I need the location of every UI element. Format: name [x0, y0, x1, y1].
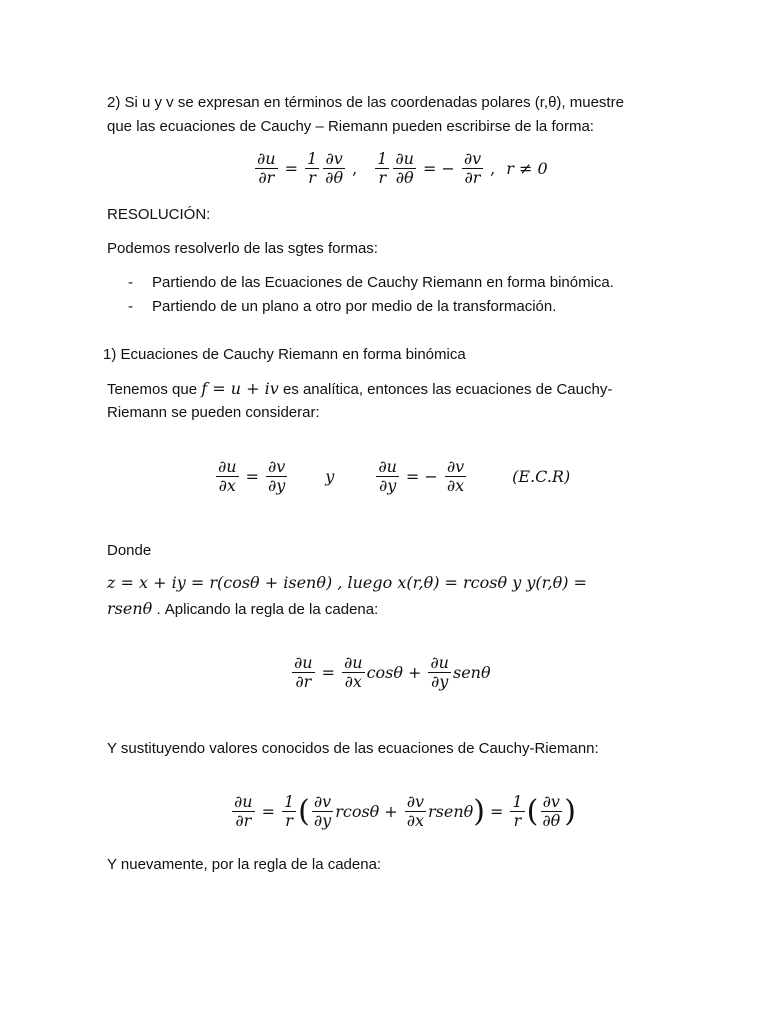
equation-chain-rule-2: $\frac{\partial u}{\partial r}$ = $\frac{1}{r}$ ( $\frac{\partial v}{\partial y}$ rcosθ + $\frac{\partial v}{\partial x}$ rsenθ ) = $\frac{1}{r}$ ( $\frac{\partial v}{\partial\theta}$ )	[234, 792, 576, 830]
bullet-item-1: Partiendo de las Ecuaciones de Cauchy Riemann en forma binómica.	[152, 274, 614, 291]
bullet-dash: -	[128, 274, 133, 291]
equation-label: (E.C.R)	[512, 467, 571, 486]
fraction: $\frac{\partial v}{\partial x}$	[446, 457, 465, 495]
para2-line1: z = x + iy = r(cosθ + isenθ) , luego x(r,θ) = rcosθ y y(r,θ) =	[107, 573, 587, 592]
fraction: $\frac{\partial u}{\partial y}$	[430, 653, 449, 691]
bullet-dash: -	[128, 298, 133, 315]
fraction: $\frac{1}{r}$	[283, 792, 295, 830]
fraction: $\frac{\partial u}{\partial x}$	[218, 457, 237, 495]
condition: r ≠ 0	[506, 159, 548, 178]
equation-chain-rule-1: $\frac{\partial u}{\partial r}$ = $\frac{\partial u}{\partial x}$ cosθ + $\frac{\partial u}{\partial y}$ senθ	[294, 653, 491, 691]
problem-line-1: 2) Si u y v se expresan en términos de las coordenadas polares (r,θ), muestre	[107, 94, 624, 111]
fraction: $\frac{\partial u}{\partial\theta}$	[395, 149, 414, 187]
right-paren: )	[473, 793, 485, 829]
intro-text: Podemos resolverlo de las sgtes formas:	[107, 240, 378, 257]
left-paren: (	[298, 793, 310, 829]
fraction: $\frac{\partial v}{\partial\theta}$	[542, 792, 561, 830]
fraction: $\frac{\partial v}{\partial y}$	[267, 457, 286, 495]
equation-cr-binomial: $\frac{\partial u}{\partial x}$ = $\frac{\partial v}{\partial y}$ y $\frac{\partial u}{\partial y}$ = − $\frac{\partial v}{\partial x}$ (E.C.R)	[218, 457, 571, 495]
para3-text: Y sustituyendo valores conocidos de las ecuaciones de Cauchy-Riemann:	[107, 740, 599, 757]
resolucion-label: RESOLUCIÓN:	[107, 206, 211, 223]
fraction: $\frac{\partial v}{\partial y}$	[313, 792, 332, 830]
fraction: $\frac{1}{r}$	[512, 792, 523, 830]
equation-polar-cr: $\frac{\partial u}{\partial r}$ = $\frac{1}{r}$ $\frac{\partial v}{\partial\theta}$ , $\frac{1}{r}$ $\frac{\partial u}{\partial\theta}$ = − $\frac{\partial v}{\partial r}$ , r ≠ 0	[257, 149, 548, 187]
fraction: $\frac{\partial u}{\partial r}$	[294, 653, 313, 691]
fraction: $\frac{\partial u}{\partial x}$	[343, 653, 363, 691]
para1-line2: Riemann se pueden considerar:	[107, 404, 320, 421]
right-paren: )	[564, 793, 576, 829]
left-paren: (	[526, 793, 539, 829]
problem-line-2: que las ecuaciones de Cauchy – Riemann pueden escribirse de la forma:	[107, 118, 594, 135]
donde-label: Donde	[107, 542, 152, 559]
fraction: $\frac{\partial u}{\partial y}$	[378, 457, 397, 495]
para2-line2: rsenθ . Aplicando la regla de la cadena:	[107, 599, 379, 618]
bullet-item-2: Partiendo de un plano a otro por medio de la transformación.	[152, 298, 557, 315]
para1-line1: Tenemos que f = u + iv es analítica, entonces las ecuaciones de Cauchy-	[107, 379, 613, 398]
fraction: $\frac{\partial u}{\partial r}$	[234, 792, 253, 830]
para4-text: Y nuevamente, por la regla de la cadena:	[107, 856, 382, 873]
fraction: $\frac{\partial v}{\partial r}$	[463, 149, 482, 187]
fraction: $\frac{\partial v}{\partial\theta}$	[325, 149, 344, 187]
fraction: $\frac{1}{r}$	[377, 149, 388, 187]
fraction: $\frac{\partial v}{\partial x}$	[406, 792, 425, 830]
fraction: $\frac{1}{r}$	[306, 149, 318, 187]
section-title: 1) Ecuaciones de Cauchy Riemann en forma binómica	[103, 346, 466, 363]
fraction: $\frac{\partial u}{\partial r}$	[257, 149, 276, 187]
